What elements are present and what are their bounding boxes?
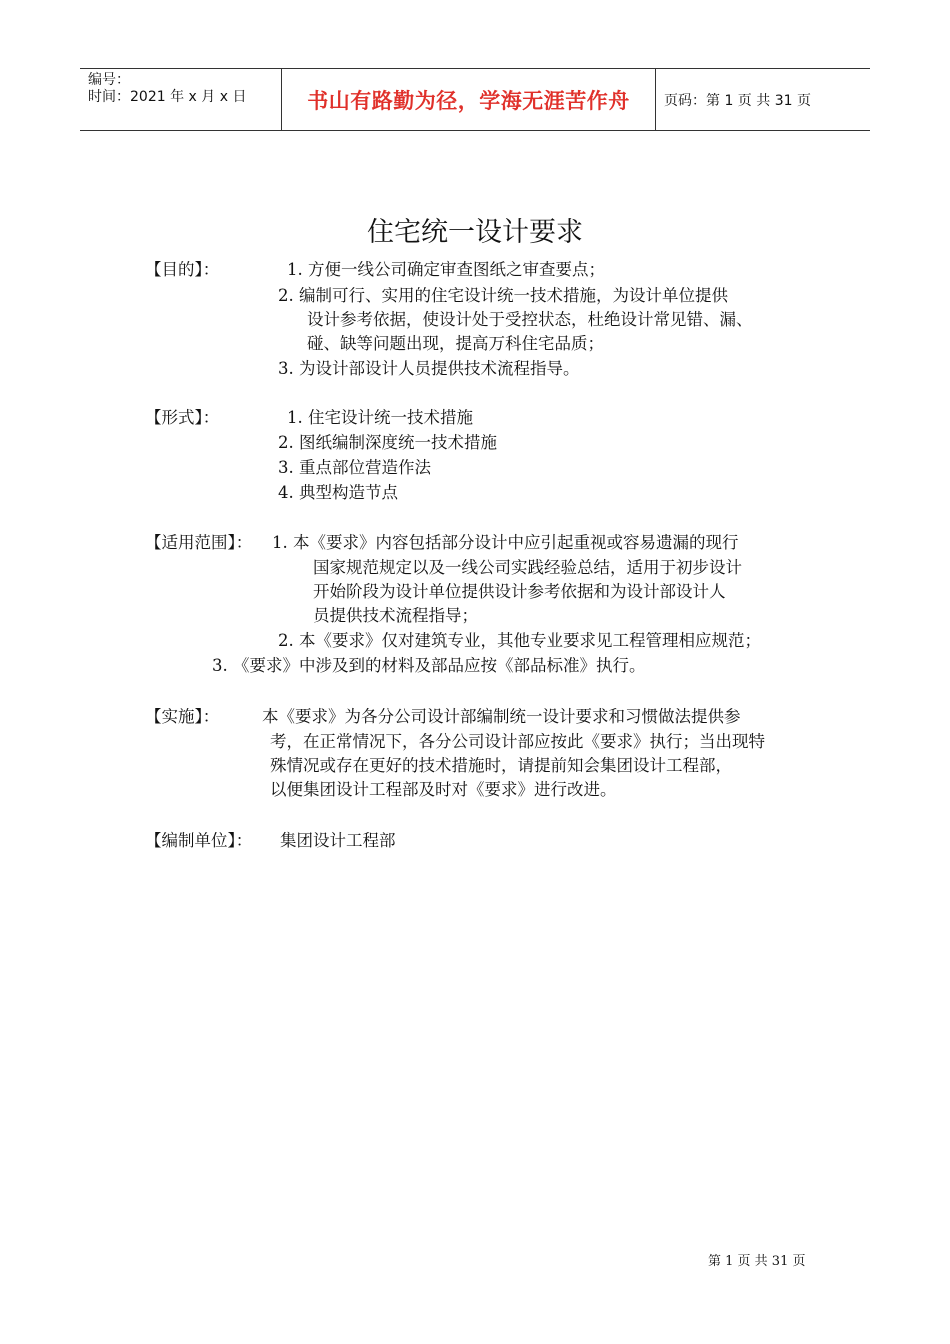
scope-item-1-line-4: 员提供技术流程指导；: [313, 606, 478, 625]
purpose-item-2-line-2: 设计参考依据，使设计处于受控状态，杜绝设计常见错、漏、: [307, 310, 753, 329]
purpose-item-2-line-3: 碰、缺等问题出现，提高万科住宅品质；: [307, 334, 604, 353]
compiler-value: 集团设计工程部: [280, 831, 396, 850]
purpose-label: 【目的】：: [145, 260, 220, 279]
scope-item-1-line-1: 1. 本《要求》内容包括部分设计中应引起重视或容易遗漏的现行: [272, 533, 739, 552]
form-item-3: 3. 重点部位营造作法: [278, 458, 431, 477]
implementation-line-3: 殊情况或存在更好的技术措施时，请提前知会集团设计工程部，: [270, 756, 732, 775]
purpose-item-1: 1. 方便一线公司确定审查图纸之审查要点；: [287, 260, 605, 279]
compiler-label: 【编制单位】：: [145, 831, 253, 850]
scope-item-1-line-2: 国家规范规定以及一线公司实践经验总结，适用于初步设计: [313, 558, 742, 577]
scope-item-2: 2. 本《要求》仅对建筑专业，其他专业要求见工程管理相应规范；: [278, 631, 761, 650]
header-motto: 书山有路勤为径，学海无涯苦作舟: [281, 69, 656, 130]
number-label: 编号：: [88, 72, 130, 88]
scope-item-1-line-3: 开始阶段为设计单位提供设计参考依据和为设计部设计人: [313, 582, 726, 601]
form-label: 【形式】：: [145, 408, 220, 427]
implementation-line-1: 本《要求》为各分公司设计部编制统一设计要求和习惯做法提供参: [262, 707, 741, 726]
document-header: [80, 68, 870, 131]
document-title: 住宅统一设计要求: [367, 217, 583, 248]
header-meta: [80, 69, 280, 130]
purpose-item-2-line-1: 2. 编制可行、实用的住宅设计统一技术措施，为设计单位提供: [278, 286, 728, 305]
page-footer: 第 1 页 共 31 页: [708, 1254, 806, 1269]
time-label: 时间：2021 年 x 月 x 日: [88, 89, 247, 105]
form-item-1: 1. 住宅设计统一技术措施: [287, 408, 473, 427]
form-item-4: 4. 典型构造节点: [278, 483, 398, 502]
implementation-line-4: 以便集团设计工程部及时对《要求》进行改进。: [270, 780, 617, 799]
scope-item-3: 3. 《要求》中涉及到的材料及部品应按《部品标准》执行。: [212, 656, 646, 675]
scope-label: 【适用范围】：: [145, 533, 253, 552]
header-page-info: 页码：第 1 页 共 31 页: [664, 92, 811, 109]
purpose-item-3: 3. 为设计部设计人员提供技术流程指导。: [278, 359, 580, 378]
implementation-label: 【实施】：: [145, 707, 220, 726]
implementation-line-2: 考，在正常情况下，各分公司设计部应按此《要求》执行；当出现特: [270, 732, 765, 751]
form-item-2: 2. 图纸编制深度统一技术措施: [278, 433, 497, 452]
